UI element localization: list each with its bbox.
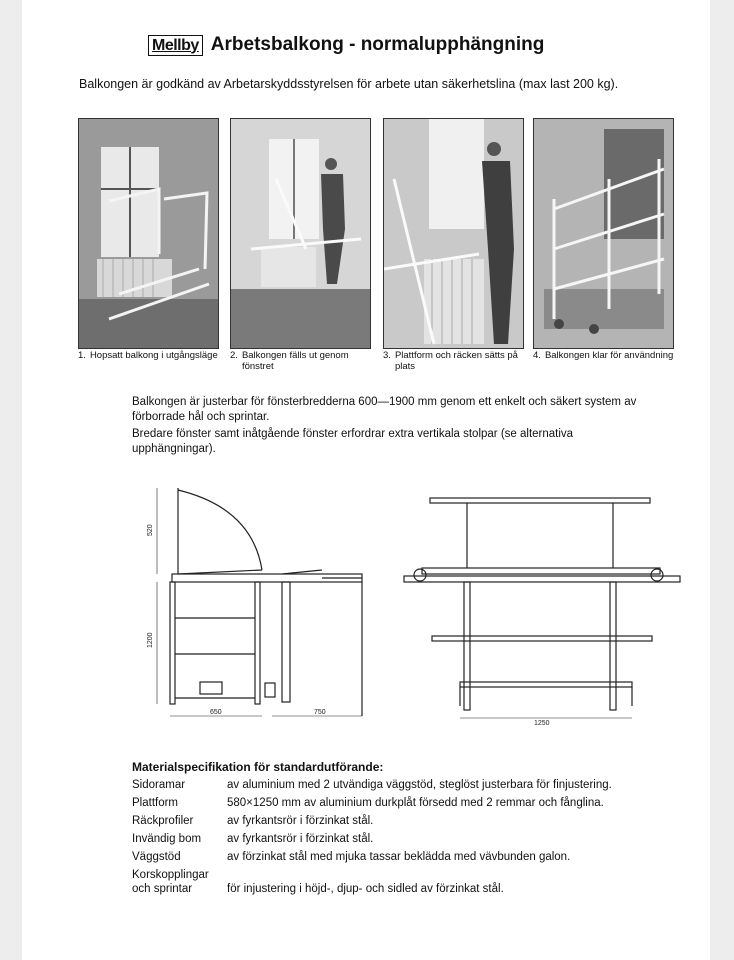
photo-step-1-image (79, 119, 218, 348)
header (148, 34, 544, 56)
dim-side-height: 1200 (147, 632, 154, 648)
side-view-drawing (157, 488, 362, 716)
photo-step-4 (533, 118, 674, 349)
spec-value: av fyrkantsrör i förzinkat stål. (227, 833, 374, 845)
spec-value: av aluminium med 2 utvändiga väggstöd, steglöst justerbara för finjustering. (227, 779, 612, 791)
photo-step-3-image (384, 119, 523, 348)
spec-label: Plattform (132, 797, 179, 809)
technical-drawings (122, 478, 682, 728)
photo-sequence (78, 118, 673, 378)
caption-step-4: 4. Balkongen klar för användning (533, 350, 674, 361)
dim-front-width: 1250 (534, 720, 550, 727)
spec-value: av fyrkantsrör i förzinkat stål. (227, 815, 374, 827)
document-page (22, 0, 710, 960)
intro-text: Balkongen är godkänd av Arbetarskyddsstyrelsen för arbete utan säkerhetslina (max last 200 kg). (79, 77, 619, 91)
spec-row (132, 778, 672, 792)
material-specification (132, 760, 672, 900)
spec-row (132, 832, 672, 846)
caption-step-2: 2. Balkongen fälls ut genom fönstret (230, 350, 349, 372)
front-view-drawing (404, 498, 680, 718)
spec-label: Räckprofiler (132, 815, 194, 827)
spec-label: Invändig bom (132, 833, 202, 845)
paragraph-adjustable: Balkongen är justerbar för fönsterbredderna 600—1900 mm genom ett enkelt och säkert system av förborrade hål och sprintar. (132, 396, 637, 423)
brand-logo: Mellby (148, 35, 203, 56)
spec-row (132, 814, 672, 828)
spec-value: av förzinkat stål med mjuka tassar beklädda med vävbunden galon. (227, 851, 571, 863)
dim-side-left: 650 (210, 709, 222, 716)
photo-step-2-image (231, 119, 370, 348)
photo-step-3 (383, 118, 524, 349)
spec-row (132, 868, 672, 896)
caption-step-3: 3. Plattform och räcken sätts på plats (383, 350, 518, 372)
spec-label: Sidoramar (132, 779, 186, 791)
dim-side-top: 520 (147, 524, 154, 536)
spec-label: Korskopplingar och sprintar (132, 869, 209, 895)
dim-side-right: 750 (314, 709, 326, 716)
spec-row (132, 796, 672, 810)
spec-value: 580×1250 mm av aluminium durkplåt försedd med 2 remmar och fånglina. (227, 797, 604, 809)
technical-drawings-svg (122, 478, 682, 728)
caption-step-1: 1. Hopsatt balkong i utgångsläge (78, 350, 218, 361)
spec-title: Materialspecifikation för standardutförande: (132, 760, 384, 774)
paragraph-wider-windows: Bredare fönster samt inåtgående fönster erfordrar extra vertikala stolpar (se alternativa upphängningar). (132, 428, 574, 455)
spec-row (132, 850, 672, 864)
photo-step-2 (230, 118, 371, 349)
spec-value: för injustering i höjd-, djup- och sidled av förzinkat stål. (227, 883, 504, 895)
page-title: Arbetsbalkong - normalupphängning (210, 34, 545, 55)
photo-step-1 (78, 118, 219, 349)
photo-step-4-image (534, 119, 673, 348)
spec-label: Väggstöd (132, 851, 181, 863)
